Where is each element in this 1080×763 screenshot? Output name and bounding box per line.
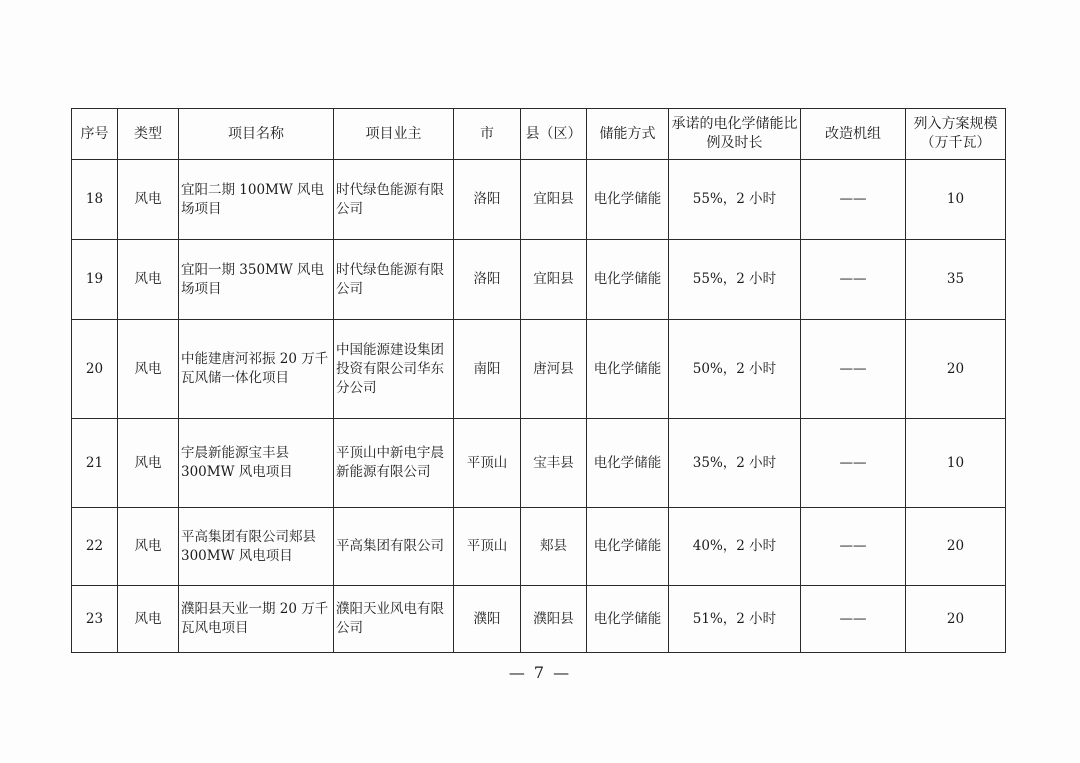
cell-type: 风电 [118, 586, 179, 653]
cell-owner: 平高集团有限公司 [334, 508, 454, 586]
cell-project-name: 濮阳县天业一期 20 万千瓦风电项目 [179, 586, 334, 653]
cell-county: 郏县 [521, 508, 587, 586]
cell-storage-method: 电化学储能 [587, 586, 669, 653]
cell-storage-method: 电化学储能 [587, 320, 669, 419]
cell-retrofit-unit: —— [801, 586, 906, 653]
header-storage-ratio: 承诺的电化学储能比例及时长 [669, 109, 801, 160]
cell-storage-method: 电化学储能 [587, 508, 669, 586]
cell-storage-method: 电化学储能 [587, 240, 669, 320]
cell-city: 洛阳 [454, 240, 521, 320]
header-no: 序号 [72, 109, 118, 160]
cell-type: 风电 [118, 320, 179, 419]
header-storage-method: 储能方式 [587, 109, 669, 160]
cell-no: 22 [72, 508, 118, 586]
cell-retrofit-unit: —— [801, 160, 906, 240]
cell-storage-ratio: 55%，2 小时 [669, 240, 801, 320]
cell-project-name: 宇晨新能源宝丰县 300MW 风电项目 [179, 419, 334, 508]
cell-type: 风电 [118, 160, 179, 240]
cell-scale: 10 [906, 160, 1006, 240]
cell-city: 平顶山 [454, 419, 521, 508]
cell-retrofit-unit: —— [801, 419, 906, 508]
cell-county: 宝丰县 [521, 419, 587, 508]
cell-scale: 20 [906, 508, 1006, 586]
cell-scale: 35 [906, 240, 1006, 320]
cell-retrofit-unit: —— [801, 320, 906, 419]
cell-type: 风电 [118, 240, 179, 320]
header-county: 县（区） [521, 109, 587, 160]
cell-storage-ratio: 55%，2 小时 [669, 160, 801, 240]
cell-storage-ratio: 51%，2 小时 [669, 586, 801, 653]
cell-owner: 平顶山中新电宇晨新能源有限公司 [334, 419, 454, 508]
table-row [72, 240, 1006, 320]
table-row [72, 320, 1006, 419]
cell-city: 濮阳 [454, 586, 521, 653]
header-city: 市 [454, 109, 521, 160]
cell-project-name: 宜阳一期 350MW 风电场项目 [179, 240, 334, 320]
header-retrofit-unit: 改造机组 [801, 109, 906, 160]
cell-scale: 20 [906, 320, 1006, 419]
header-type: 类型 [118, 109, 179, 160]
cell-county: 濮阳县 [521, 586, 587, 653]
table-row [72, 419, 1006, 508]
cell-no: 23 [72, 586, 118, 653]
table-row [72, 160, 1006, 240]
cell-no: 19 [72, 240, 118, 320]
cell-no: 18 [72, 160, 118, 240]
cell-project-name: 宜阳二期 100MW 风电场项目 [179, 160, 334, 240]
table-header-row [72, 109, 1006, 160]
cell-storage-ratio: 50%，2 小时 [669, 320, 801, 419]
cell-city: 平顶山 [454, 508, 521, 586]
table-row [72, 508, 1006, 586]
cell-owner: 时代绿色能源有限公司 [334, 240, 454, 320]
header-project-name: 项目名称 [179, 109, 334, 160]
header-owner: 项目业主 [334, 109, 454, 160]
cell-storage-method: 电化学储能 [587, 419, 669, 508]
cell-owner: 濮阳天业风电有限公司 [334, 586, 454, 653]
project-table [71, 108, 1006, 653]
cell-project-name: 平高集团有限公司郏县 300MW 风电项目 [179, 508, 334, 586]
cell-scale: 10 [906, 419, 1006, 508]
cell-owner: 中国能源建设集团投资有限公司华东分公司 [334, 320, 454, 419]
cell-type: 风电 [118, 508, 179, 586]
cell-scale: 20 [906, 586, 1006, 653]
cell-owner: 时代绿色能源有限公司 [334, 160, 454, 240]
cell-county: 宜阳县 [521, 240, 587, 320]
table-row [72, 586, 1006, 653]
cell-county: 唐河县 [521, 320, 587, 419]
cell-storage-method: 电化学储能 [587, 160, 669, 240]
page-number: — 7 — [508, 663, 572, 682]
cell-city: 洛阳 [454, 160, 521, 240]
cell-type: 风电 [118, 419, 179, 508]
cell-project-name: 中能建唐河祁振 20 万千瓦风储一体化项目 [179, 320, 334, 419]
header-scale: 列入方案规模（万千瓦） [906, 109, 1006, 160]
cell-county: 宜阳县 [521, 160, 587, 240]
cell-retrofit-unit: —— [801, 508, 906, 586]
cell-no: 20 [72, 320, 118, 419]
cell-storage-ratio: 40%，2 小时 [669, 508, 801, 586]
cell-city: 南阳 [454, 320, 521, 419]
cell-no: 21 [72, 419, 118, 508]
cell-storage-ratio: 35%，2 小时 [669, 419, 801, 508]
cell-retrofit-unit: —— [801, 240, 906, 320]
